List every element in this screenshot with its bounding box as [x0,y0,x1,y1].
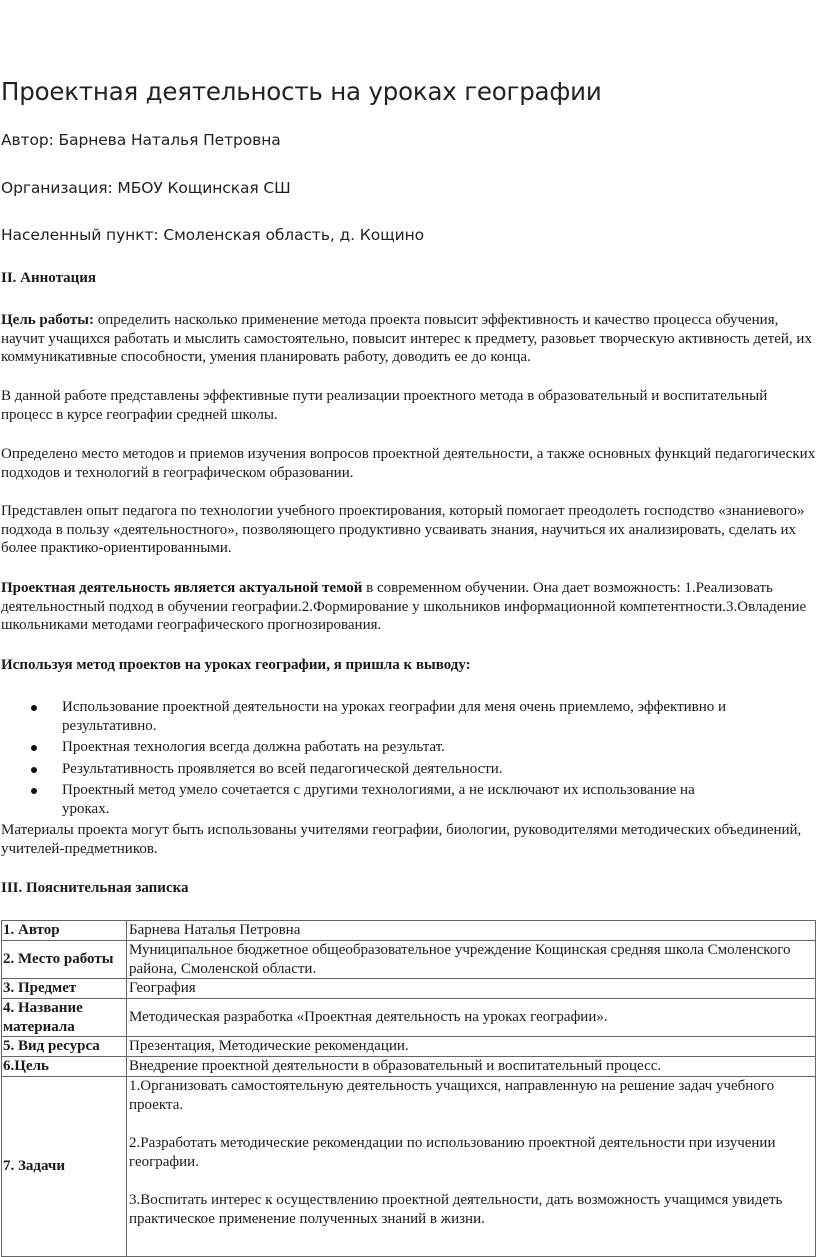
conclusion-heading: Используя метод проектов на уроках географии, я пришла к выводу: [1,657,471,673]
table-row [2,1077,816,1257]
bullet-icon [31,767,37,773]
row-value: Методическая разработка «Проектная деятельность на уроках географии». [127,999,816,1037]
task-item: 2.Разработать методические рекомендации по использованию проектной деятельности при изучении географии. [129,1135,776,1170]
row-value: Муниципальное бюджетное общеобразовательное учреждение Кощинская средняя школа Смоленского района, Смоленской области. [127,941,816,979]
annotation-heading: II. Аннотация [1,270,97,286]
table-row [2,1057,816,1077]
list-item-text: Проектная технология всегда должна работать на результат. [62,739,445,755]
row-value [127,1077,816,1257]
page-title: Проектная деятельность на уроках географии [1,77,602,106]
row-value: Презентация, Методические рекомендации. [127,1037,816,1057]
table-row [2,921,816,941]
annotation-paragraph-2: Определено место методов и приемов изучения вопросов проектной деятельности, а также основных функций педагогических подходов и технологий в географическом образовании. [1,446,816,481]
row-value: Барнева Наталья Петровна [127,921,816,941]
conclusion-list [0,698,816,821]
annotation-paragraph-3: Представлен опыт педагога по технологии учебного проектирования, который помогает преодолеть господство «знаниевого» подхода в пользу «деятельностного», позволяющего продуктивно усваивать знания, научиться их анализировать, сделать их более практико-ориентированными. [1,503,805,556]
bullet-icon [31,788,37,794]
row-value: Внедрение проектной деятельности в образовательный и воспитательный процесс. [127,1057,816,1077]
goal-text: определить насколько применение метода проекта повысит эффективность и качество процесса обучения, научит учащихся работать и мыслить самостоятельно, повысит интерес к предмету, разовьет творческую активность детей, их коммуникативные способности, умения планировать работу, доводить ее до конца. [1,312,812,365]
bullet-icon [31,745,37,751]
relevance-text: в современном обучении. Она дает возможность: 1.Реализовать деятельностный подход в обучении географии.2.Формирование у школьников информационной компетентности.3.Овладение школьниками методами географического прогнозирования. [1,580,807,633]
annotation-paragraph-4 [1,579,816,635]
organization-line: Организация: МБОУ Кощинская СШ [1,179,291,197]
row-key: 3. Предмет [2,979,127,999]
annotation-paragraph-1: В данной работе представлены эффективные пути реализации проектного метода в образовательный и воспитательный процесс в курсе географии средней школы. [1,388,768,423]
task-item: 1.Организовать самостоятельную деятельность учащихся, направленную на решение задач учебного проекта. [129,1078,775,1113]
list-item [0,760,742,779]
explanatory-table [1,920,816,1257]
annotation-paragraph-5: Материалы проекта могут быть использованы учителями географии, биологии, руководителями методических объединений, учителей-предметников. [1,822,802,857]
table-row [2,979,816,999]
row-key: 6.Цель [2,1057,127,1077]
task-item: 3.Воспитать интерес к осуществлению проектной деятельности, дать возможность учащимся увидеть практическое применение полученных знаний в жизни. [129,1192,783,1227]
goal-paragraph [1,311,816,367]
row-value: География [127,979,816,999]
table-row [2,941,816,979]
list-item-text: Результативность проявляется во всей педагогической деятельности. [62,760,503,777]
list-item [0,781,742,818]
list-item [0,738,742,757]
row-key: 2. Место работы [2,941,127,979]
goal-label: Цель работы: [1,312,94,328]
author-line: Автор: Барнева Наталья Петровна [1,131,281,149]
relevance-bold: Проектная деятельность является актуальной темой [1,580,363,596]
list-item [0,698,742,735]
bullet-icon [31,705,37,711]
explanatory-heading: III. Пояснительная записка [1,880,189,896]
table-row [2,999,816,1037]
table-row [2,1037,816,1057]
list-item-text: Использование проектной деятельности на уроках географии для меня очень приемлемо, эффективно и результативно. [62,699,727,734]
row-key: 4. Название материала [2,999,127,1037]
row-key: 7. Задачи [2,1077,127,1257]
row-key: 5. Вид ресурса [2,1037,127,1057]
list-item-text: Проектный метод умело сочетается с другими технологиями, а не исключают их использование на уроках. [62,782,695,817]
row-key: 1. Автор [2,921,127,941]
locality-line: Населенный пункт: Смоленская область, д. Кощино [1,226,424,244]
